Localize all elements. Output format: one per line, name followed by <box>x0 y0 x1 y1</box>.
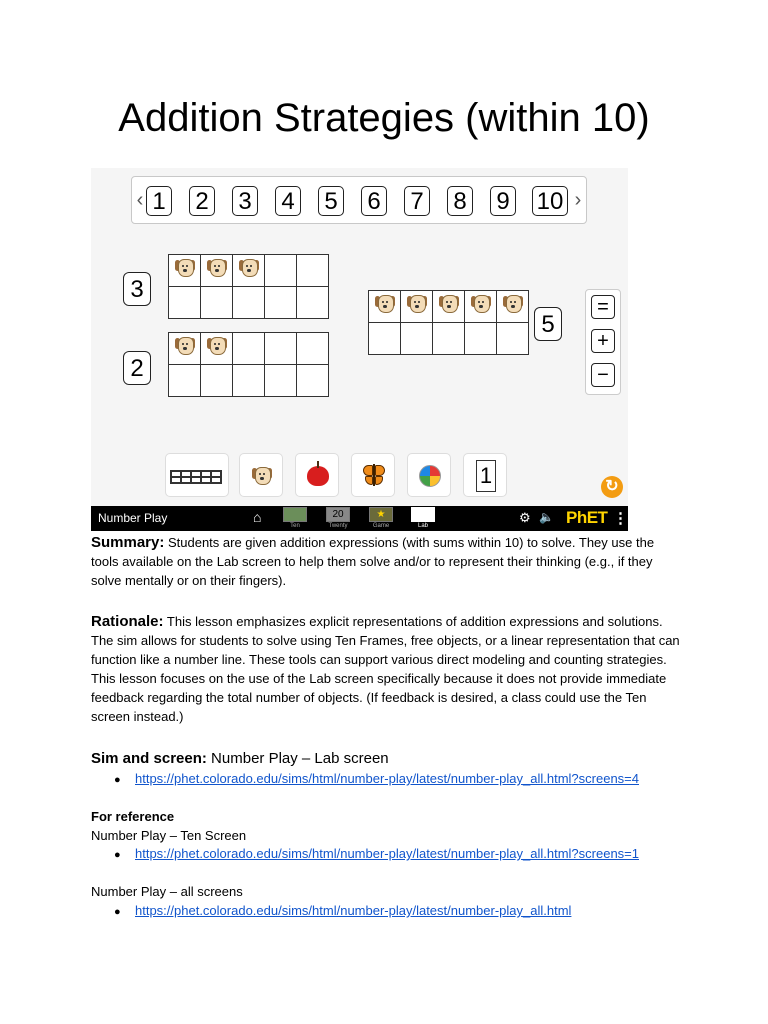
number-card[interactable]: 4 <box>275 186 301 216</box>
screen-button-lab[interactable]: Lab <box>409 507 437 530</box>
sound-icon[interactable]: 🔈 <box>539 510 554 524</box>
dog-tool[interactable] <box>239 453 283 497</box>
dog-icon[interactable] <box>175 335 195 357</box>
all-screens-label: Number Play – all screens <box>91 884 243 899</box>
dog-icon[interactable] <box>471 293 491 315</box>
sim-screenshot <box>91 168 628 531</box>
number-card[interactable]: 6 <box>361 186 387 216</box>
summary-paragraph <box>91 533 681 590</box>
all-screens-link[interactable]: https://phet.colorado.edu/sims/html/number-play/latest/number-play_all.html <box>135 903 572 918</box>
ball-tool[interactable] <box>407 453 451 497</box>
dog-icon[interactable] <box>207 335 227 357</box>
number-card-icon: 1 <box>476 460 496 492</box>
dog-icon[interactable] <box>375 293 395 315</box>
number-card[interactable]: 5 <box>318 186 344 216</box>
ten-screen-label: Number Play – Ten Screen <box>91 828 247 843</box>
butterfly-tool[interactable] <box>351 453 395 497</box>
rationale-paragraph <box>91 612 681 726</box>
dog-icon[interactable] <box>175 257 195 279</box>
carousel-left-arrow[interactable]: ‹ <box>136 189 144 211</box>
dog-icon <box>252 465 272 487</box>
home-icon[interactable]: ⌂ <box>253 509 262 525</box>
summary-label: Summary: <box>91 534 165 551</box>
lab-screen-link[interactable]: https://phet.colorado.edu/sims/html/number-play/latest/number-play_all.html?screens=4 <box>135 771 639 786</box>
ten-frame-tool[interactable] <box>165 453 229 497</box>
ten-frame[interactable] <box>168 332 329 397</box>
sim-title: Number Play <box>98 511 168 525</box>
ten-frame-icon <box>170 470 222 484</box>
sim-screen-line <box>91 749 681 768</box>
number-card-tool[interactable] <box>463 453 507 497</box>
sum-card[interactable]: 5 <box>534 307 562 341</box>
number-card[interactable]: 10 <box>532 186 568 216</box>
bullet-icon: ● <box>114 849 121 861</box>
dog-icon[interactable] <box>503 293 523 315</box>
sim-screen-text: Number Play – Lab screen <box>206 750 389 767</box>
number-card[interactable]: 1 <box>146 186 172 216</box>
dog-icon[interactable] <box>439 293 459 315</box>
sim-screen-label: Sim and screen: <box>91 750 207 767</box>
number-card[interactable]: 2 <box>189 186 215 216</box>
rationale-label: Rationale: <box>91 613 164 630</box>
number-carousel[interactable] <box>131 176 587 224</box>
bullet-icon: ● <box>114 906 121 918</box>
operator-panel <box>585 289 621 395</box>
minus-button[interactable]: − <box>591 363 615 387</box>
gear-icon[interactable]: ⚙ <box>519 510 531 525</box>
equals-button[interactable]: = <box>591 295 615 319</box>
page-title: Addition Strategies (within 10) <box>118 96 650 140</box>
ten-screen-link[interactable]: https://phet.colorado.edu/sims/html/number-play/latest/number-play_all.html?screens=1 <box>135 846 639 861</box>
screen-button-game[interactable]: ★ Game <box>367 507 395 530</box>
number-card[interactable]: 9 <box>490 186 516 216</box>
rationale-text: This lesson emphasizes explicit representations of addition expressions and solutions. The sim allows for students to solve using Ten Frames, free objects, or a linear representation that can function like a number line. These tools can support various direct modeling and counting strategies. This lesson focuses on the use of the Lab screen specifically because it does not provide immediate feedback regarding the total number of objects. (If feedback is desired, a class could use the Ten screen instead.) <box>91 614 680 724</box>
phet-logo[interactable]: PhET <box>566 508 608 527</box>
number-card[interactable]: 3 <box>232 186 258 216</box>
number-card[interactable]: 8 <box>447 186 473 216</box>
summary-text: Students are given addition expressions (with sums within 10) to solve. They use the tools available on the Lab screen to help them solve and/or to represent their thinking (e.g., if they solve mentally or on their fingers). <box>91 535 655 588</box>
dog-icon[interactable] <box>407 293 427 315</box>
ten-frame[interactable] <box>168 254 329 319</box>
reset-icon[interactable]: ↻ <box>601 476 623 498</box>
apple-icon <box>307 466 329 486</box>
menu-icon[interactable]: ⋮ <box>613 510 628 527</box>
reference-heading: For reference <box>91 809 175 824</box>
addend-1-card[interactable]: 3 <box>123 272 151 306</box>
dog-icon[interactable] <box>239 257 259 279</box>
apple-tool[interactable] <box>295 453 339 497</box>
plus-button[interactable]: + <box>591 329 615 353</box>
dog-icon[interactable] <box>207 257 227 279</box>
screen-button-ten[interactable]: Ten <box>281 507 309 530</box>
bullet-icon: ● <box>114 774 121 786</box>
sim-navbar <box>91 506 628 531</box>
screen-button-twenty[interactable]: 20 Twenty <box>324 507 352 530</box>
ten-frame[interactable] <box>368 290 529 355</box>
number-card[interactable]: 7 <box>404 186 430 216</box>
carousel-right-arrow[interactable]: › <box>574 189 582 211</box>
addend-2-card[interactable]: 2 <box>123 351 151 385</box>
ball-icon <box>419 465 441 487</box>
